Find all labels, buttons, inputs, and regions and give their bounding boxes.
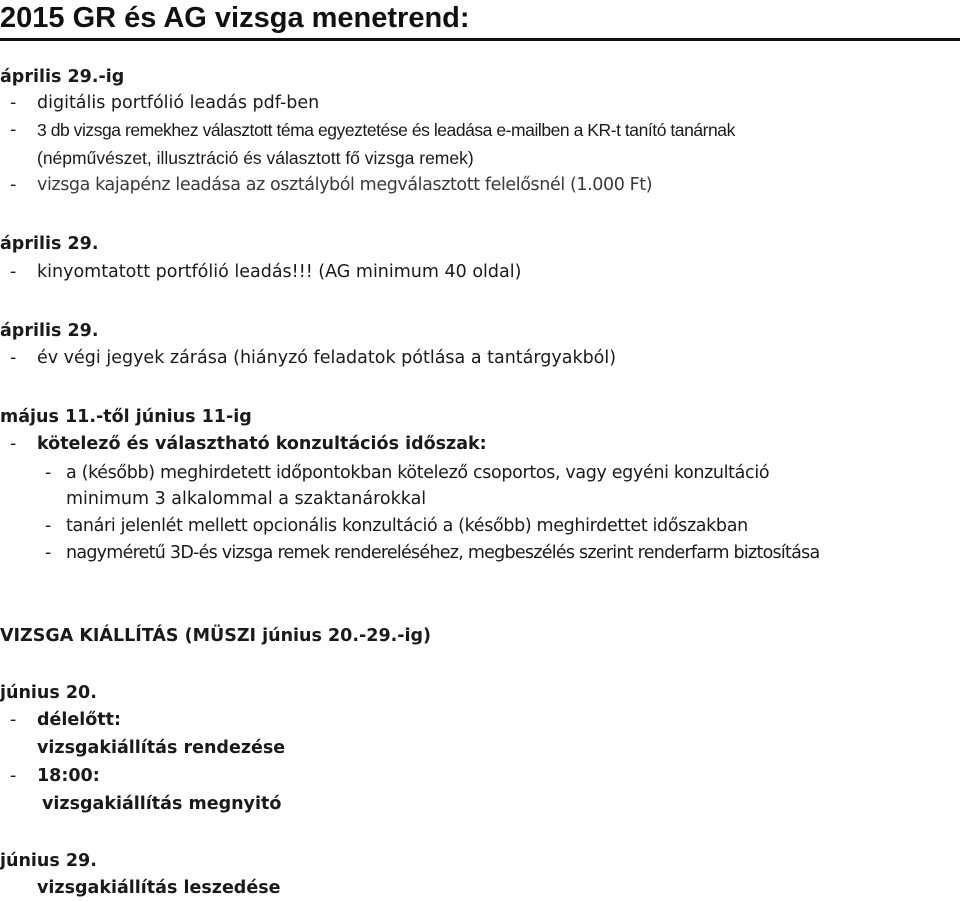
list-item-continuation: minimum 3 alkalommal a szaktanárokkal (66, 489, 427, 509)
bullet-dash: - (10, 262, 17, 282)
section-subheading: kötelező és választható konzultációs időszak: (37, 434, 487, 454)
list-item: kinyomtatott portfólió leadás!!! (AG minimum 40 oldal) (37, 262, 522, 282)
list-item: tanári jelenlét mellett opcionális konzultáció a (később) meghirdettet időszakban (66, 516, 748, 536)
section-date: június 29. (0, 851, 97, 871)
list-item: a (később) meghirdetett időpontokban kötelező csoportos, vagy egyéni konzultáció (66, 463, 770, 483)
section-date: április 29.-ig (0, 67, 125, 87)
bullet-dash: - (10, 434, 17, 454)
page-title: 2015 GR és AG vizsga menetrend: (0, 2, 470, 34)
list-item: nagyméretű 3D-és vizsga remek rendereléséhez, megbeszélés szerint renderfarm biztosítása (66, 543, 820, 563)
list-item: vizsga kajapénz leadása az osztályból megválasztott felelősnél (1.000 Ft) (37, 175, 653, 195)
list-item: év végi jegyek zárása (hiányzó feladatok pótlása a tantárgyakból) (37, 348, 617, 368)
list-item: 3 db vizsga remekhez választott téma egyeztetése és leadása e-mailben a KR-t tanító tanárnak (37, 120, 735, 140)
bullet-dash: - (10, 120, 17, 140)
bullet-dash: - (10, 93, 17, 113)
bullet-dash: - (10, 175, 17, 195)
list-item: digitális portfólió leadás pdf-ben (37, 93, 320, 113)
event-text: vizsgakiállítás rendezése (37, 738, 286, 758)
section-date: április 29. (0, 321, 99, 341)
exhibition-heading: VIZSGA KIÁLLÍTÁS (MÜSZI június 20.-29.-ig) (0, 626, 432, 646)
section-date: június 20. (0, 683, 97, 703)
bullet-dash: - (45, 543, 52, 563)
time-label: délelőtt: (37, 710, 122, 730)
title-underline (0, 38, 960, 41)
event-text: vizsgakiállítás megnyitó (42, 794, 282, 814)
time-label: 18:00: (37, 766, 100, 786)
bullet-dash: - (45, 463, 52, 483)
event-text: vizsgakiállítás leszedése (37, 878, 281, 898)
bullet-dash: - (10, 710, 17, 730)
bullet-dash: - (10, 766, 17, 786)
list-item-continuation: (népművészet, illusztráció és választott fő vizsga remek) (37, 148, 474, 168)
bullet-dash: - (10, 348, 17, 368)
section-date: április 29. (0, 234, 99, 254)
bullet-dash: - (45, 516, 52, 536)
section-date: május 11.-től június 11-ig (0, 407, 252, 427)
